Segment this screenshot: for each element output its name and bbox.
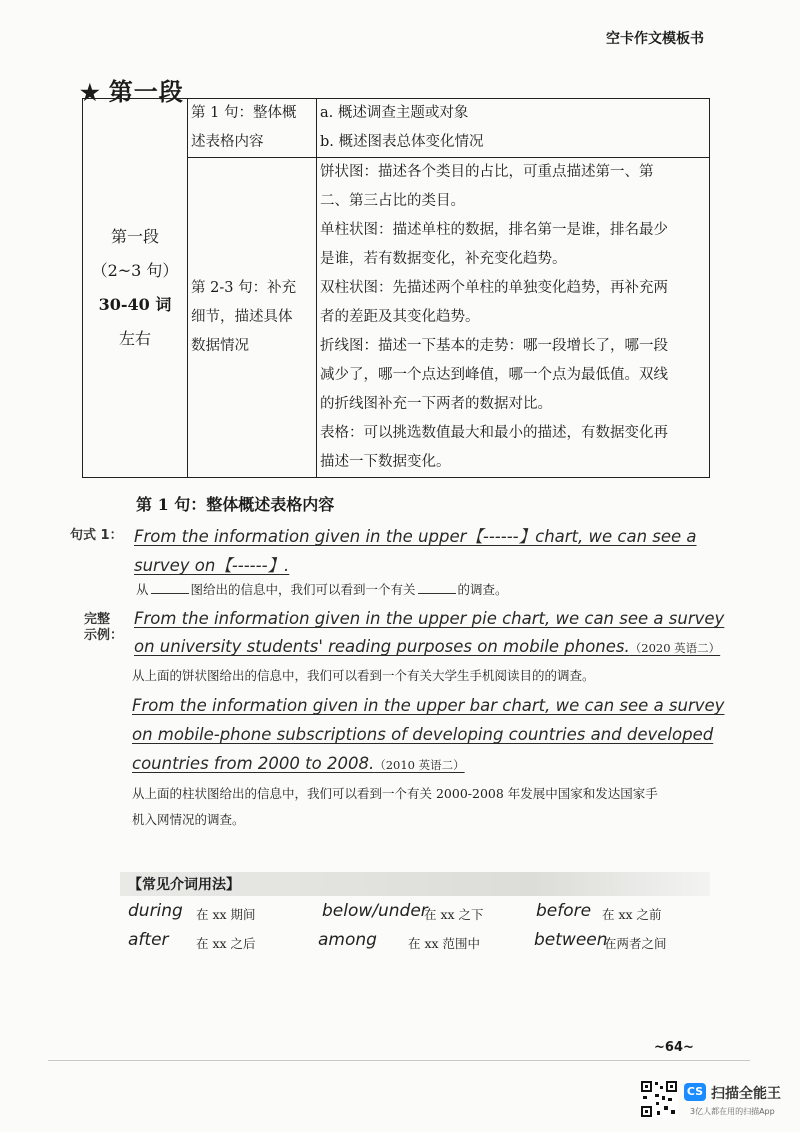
pattern-translation (136, 580, 508, 598)
preposition-meaning: 在 xx 之下 (424, 907, 484, 922)
preposition-term: among (318, 930, 377, 950)
preposition-meaning: 在 xx 范围中 (408, 936, 481, 951)
content-line: 表格：可以挑选数值最大和最小的描述，有数据变化再 (320, 425, 668, 441)
content-line: b. 概述图表总体变化情况 (320, 134, 484, 150)
example-label-line: 完整 (84, 612, 111, 627)
example-line: From the information given in the upper bar chart, we can see a survey (132, 696, 725, 715)
preposition-meaning: 在 xx 之前 (602, 907, 662, 922)
content-line: 单柱状图：描述单柱的数据，排名第一是谁，排名最少 (320, 222, 668, 238)
scanner-tagline: 3亿人都在用的扫描App (690, 1107, 775, 1116)
content-line: 是谁，若有数据变化，补充变化趋势。 (320, 251, 567, 267)
example-translation: 从上面的柱状图给出的信息中，我们可以看到一个有关 2000-2008 年发展中国家和发达国家手 (132, 786, 658, 801)
pattern-line: From the information given in the upper【------】chart, we can see a (134, 527, 697, 546)
sub-heading: 第 1 句：整体概述表格内容 (136, 495, 335, 514)
para-label-line: 30-40 词 (98, 295, 172, 314)
sentence-line: 第 2-3 句：补充 (191, 280, 297, 296)
example-line: on mobile-phone subscriptions of developing countries and developed (132, 725, 714, 744)
preposition-term: during (128, 901, 183, 921)
para-label-line: 第一段 (110, 227, 159, 246)
translation-text: 的调查。 (457, 582, 508, 597)
preposition-term: before (536, 901, 592, 921)
example-line: From the information given in the upper pie chart, we can see a survey (134, 609, 725, 628)
qr-code-icon (640, 1080, 678, 1118)
scanner-logo-icon: CS (684, 1083, 706, 1101)
book-title: 空卡作文模板书 (606, 31, 704, 47)
pattern-label: 句式 1： (70, 528, 123, 543)
blank-line (418, 593, 456, 594)
page-number: ~64~ (654, 1040, 694, 1055)
sentence-line: 第 1 句：整体概 (191, 105, 297, 121)
translation-text: 图给出的信息中，我们可以看到一个有关 (190, 582, 416, 597)
content-line: a. 概述调查主题或对象 (320, 105, 469, 121)
para-label-line: （2~3 句） (91, 261, 179, 280)
blank-line (151, 593, 189, 594)
translation-text: 从 (136, 582, 149, 597)
example-text: on university students' reading purposes on mobile phones. (134, 637, 630, 656)
content-line: 描述一下数据变化。 (320, 454, 451, 470)
preposition-term: after (128, 930, 169, 950)
content-cell (317, 99, 710, 158)
sentence-line: 述表格内容 (191, 134, 264, 150)
sentence-line: 数据情况 (191, 338, 249, 354)
table-row (83, 99, 710, 158)
content-line: 减少了，哪一个点达到峰值，哪一个点为最低值。双线 (320, 367, 668, 383)
para-label-line: 左右 (118, 329, 151, 348)
content-line: 二、第三占比的类目。 (320, 193, 465, 209)
paragraph-outline-table (82, 98, 710, 478)
content-line: 双柱状图：先描述两个单柱的单独变化趋势，再补充两 (320, 280, 668, 296)
example-label (84, 612, 123, 644)
example-label-line: 示例： (84, 628, 124, 643)
preposition-term: below/under (322, 901, 428, 921)
scanner-app-name: 扫描全能王 (711, 1086, 781, 1102)
example-line (132, 754, 465, 773)
preposition-meaning: 在两者之间 (604, 936, 667, 951)
paragraph-label-cell (83, 99, 188, 478)
prepositions-title: 【常见介词用法】 (128, 877, 240, 893)
section-title-text: 第一段 (108, 77, 184, 106)
content-cell (317, 158, 710, 478)
sentence-cell (188, 99, 317, 158)
content-line: 的折线图补充一下两者的数据对比。 (320, 396, 552, 412)
preposition-term: between (534, 930, 608, 950)
content-line: 饼状图：描述各个类目的占比，可重点描述第一、第 (320, 164, 654, 180)
example-source-note: （2010 英语二） (374, 758, 465, 772)
example-translation: 机入网情况的调查。 (132, 812, 245, 827)
example-source-note: （2020 英语二） (629, 641, 721, 655)
pattern-line: survey on【------】. (134, 556, 290, 575)
preposition-meaning: 在 xx 期间 (196, 907, 256, 922)
sentence-cell (188, 158, 317, 478)
star-icon: ★ (80, 80, 101, 106)
sentence-line: 细节，描述具体 (191, 309, 293, 325)
content-line: 者的差距及其变化趋势。 (320, 309, 480, 325)
example-text: countries from 2000 to 2008. (132, 754, 375, 773)
content-line: 折线图：描述一下基本的走势：哪一段增长了，哪一段 (320, 338, 668, 354)
preposition-meaning: 在 xx 之后 (196, 936, 256, 951)
footer-divider (48, 1060, 750, 1061)
example-translation: 从上面的饼状图给出的信息中，我们可以看到一个有关大学生手机阅读目的的调查。 (132, 668, 595, 683)
example-line (134, 637, 720, 656)
